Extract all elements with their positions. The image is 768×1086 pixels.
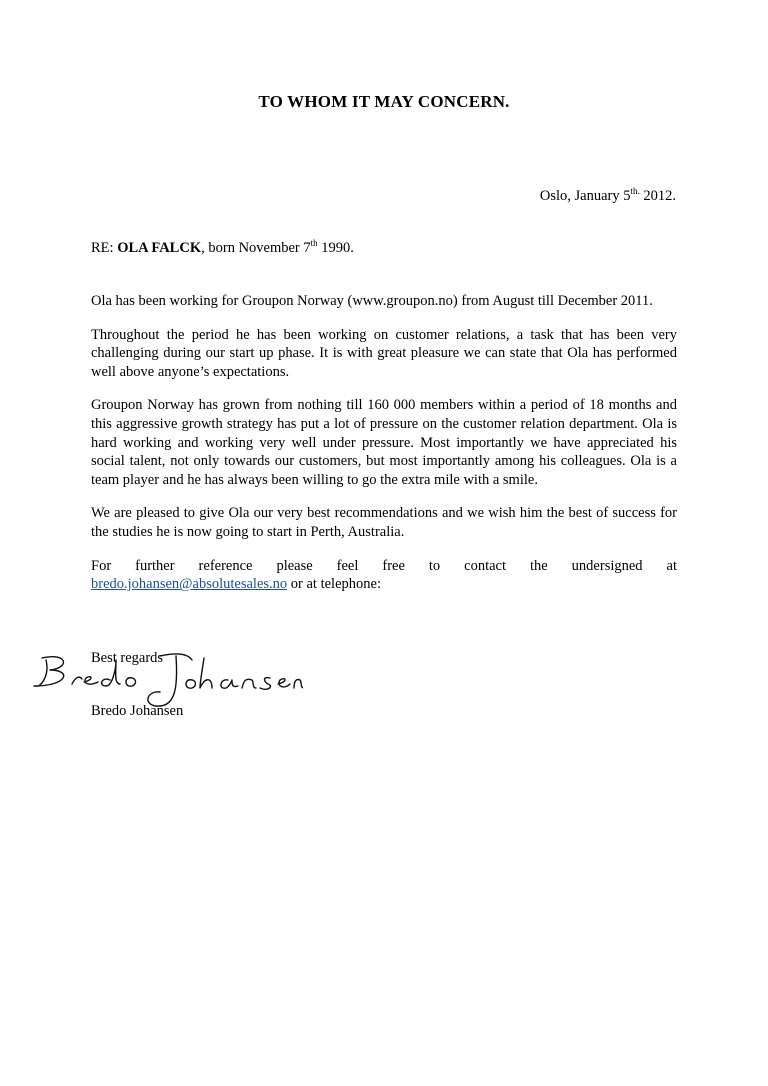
subject-birth: , born November 7	[201, 240, 311, 256]
letter-date	[540, 188, 676, 205]
subject-prefix: RE:	[91, 240, 118, 256]
contact-tail: or at telephone:	[287, 576, 381, 593]
contact-line: For further reference please feel free to contact the undersigned at	[91, 557, 677, 574]
closing-text: Best regards	[91, 650, 164, 666]
signer-name: Bredo Johansen	[91, 703, 184, 719]
paragraph-growth: Groupon Norway has grown from nothing till 160 000 members within a period of 18 months and this aggressive growth strategy has put a lot of pressure on the customer relation department. Ola is hard working and working very well under pressure. Most importantly we have appreciated his social talent, not only towards our customers, but most importantly among his colleagues. Ola is a team player and he has always been willing to go the extra mile with a smile.	[91, 397, 677, 488]
paragraph-recommendation: We are pleased to give Ola our very best recommendations and we wish him the best of success for the studies he is now going to start in Perth, Australia.	[91, 505, 677, 540]
paragraph-employment: Ola has been working for Groupon Norway (www.groupon.no) from August till December 2011.	[91, 293, 653, 309]
letter-body	[91, 292, 677, 609]
paragraph-contact	[91, 557, 677, 594]
email-link[interactable]: bredo.johansen@absolutesales.no	[91, 576, 288, 593]
subject-superscript: th	[310, 238, 318, 249]
paragraph-customer-relations: Throughout the period he has been working on customer relations, a task that has been very challenging during our start up phase. It is with great pleasure we can state that Ola has performed well above anyone’s expectations.	[91, 326, 677, 380]
date-prefix: Oslo, January 5	[539, 188, 631, 204]
subject-name: OLA FALCK	[117, 240, 202, 256]
letter-title: TO WHOM IT MAY CONCERN.	[258, 92, 510, 111]
subject-line	[91, 240, 354, 257]
subject-year: 1990.	[317, 240, 354, 256]
date-suffix: 2012.	[639, 188, 676, 204]
date-superscript: th.	[630, 186, 640, 197]
